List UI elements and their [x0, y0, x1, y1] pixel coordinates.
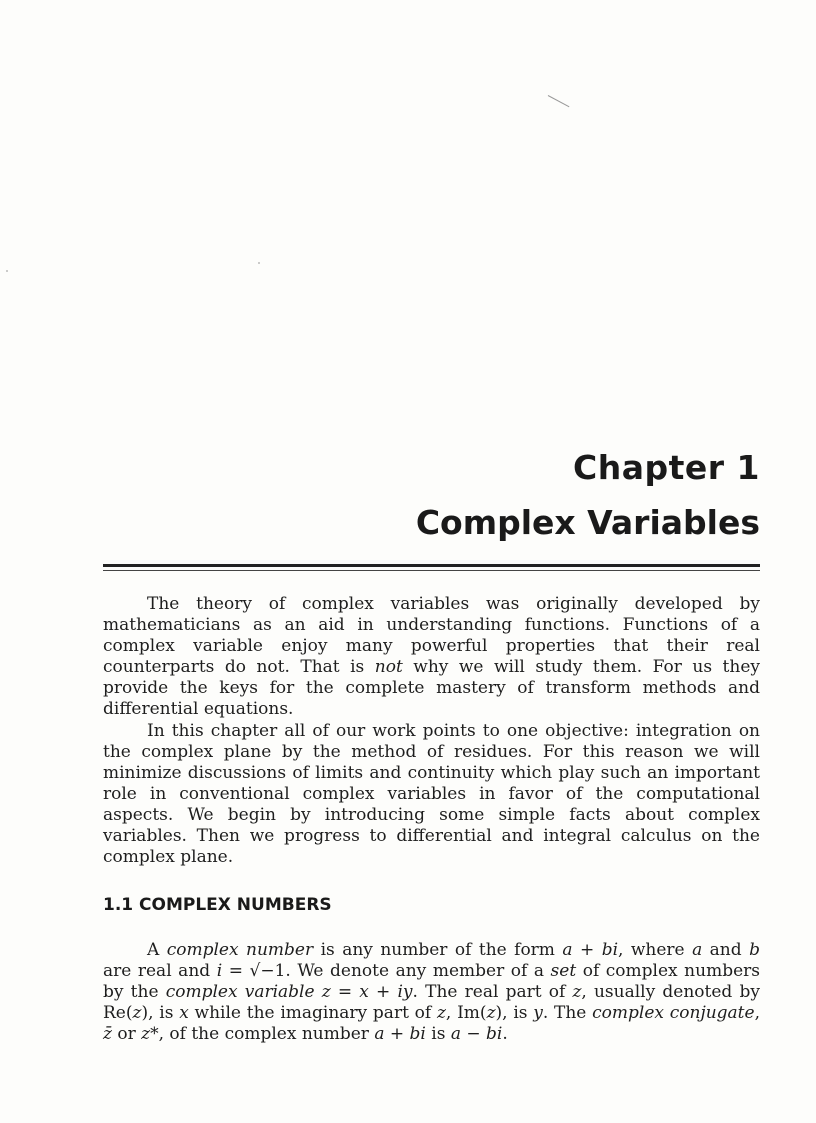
text-run: = √−1. We denote any member of a — [222, 961, 551, 982]
intro-paragraph-1 — [103, 594, 760, 721]
math-var: x — [179, 1003, 189, 1024]
chapter-title: Complex Variables — [415, 503, 760, 542]
text-run: + — [368, 982, 398, 1003]
text-run: , of the complex number — [158, 1024, 375, 1045]
text-run: , — [754, 1003, 760, 1024]
intro-paragraph-2: In this chapter all of our work points to one objective: integration on the complex plane by the method of residues. For this reason we will minimize discussions of limits and continuity which play such an important role in conventional complex variables in favor of the computational aspects. We begin by introducing some simple facts about complex variables. Then we progress to differential and integral calculus on the complex plane. — [103, 720, 760, 868]
math-var: a — [374, 1024, 385, 1045]
math-var: z* — [141, 1024, 159, 1045]
scan-speck — [6, 270, 8, 272]
term: complex number — [166, 940, 314, 960]
section-heading: 1.1 COMPLEX NUMBERS — [103, 895, 332, 915]
text-run: why we will study them. For us they provide the keys for the complete mastery of transform methods and differential equations. — [103, 657, 760, 720]
scan-speck — [258, 262, 260, 264]
text-run: The theory of complex variables was originally developed by mathematicians as an aid in understanding functions. Functions of a complex variable enjoy many powerful properties that their real counterparts do not. That is — [103, 594, 760, 678]
text-run: while the imaginary part of — [188, 1003, 437, 1024]
math-var: bi — [601, 940, 619, 960]
text-run: ), is — [141, 1003, 180, 1024]
text-run: is any number of the form — [313, 940, 563, 960]
title-rule-thin — [103, 570, 760, 571]
math-var: bi — [486, 1024, 503, 1045]
scan-mark — [548, 95, 570, 107]
text-run: − — [460, 1024, 487, 1045]
text-run: , Im( — [445, 1003, 487, 1024]
text-run: of complex numbers by the — [103, 961, 760, 1003]
intro-text — [103, 594, 760, 868]
math-var: a — [562, 940, 573, 960]
math-var: b — [749, 940, 760, 960]
text-run: is — [425, 1024, 451, 1045]
text-run: , usually denoted by Re( — [103, 982, 760, 1024]
math-var: z — [572, 982, 582, 1003]
math-var: a — [692, 940, 703, 960]
text-run: . The — [542, 1003, 593, 1024]
math-var: y — [533, 1003, 543, 1024]
title-rule-thick — [103, 564, 760, 567]
text-run: . — [502, 1024, 508, 1045]
math-var: z — [486, 1003, 496, 1024]
text-run: , where — [618, 940, 693, 960]
emphasis: not — [374, 657, 403, 678]
math-var: bi — [409, 1024, 426, 1045]
text-run: are real and — [103, 961, 217, 982]
math-var: i — [216, 961, 223, 982]
section-text — [103, 940, 760, 1045]
term: complex conjugate — [592, 1003, 755, 1024]
text-run: and — [702, 940, 750, 960]
text-run: or — [111, 1024, 142, 1045]
math-var: z — [132, 1003, 142, 1024]
math-var: a — [450, 1024, 461, 1045]
math-var: iy — [397, 982, 413, 1003]
text-run: + — [572, 940, 602, 960]
text-run: A — [147, 940, 167, 960]
text-run: . The real part of — [412, 982, 573, 1003]
chapter-number: Chapter 1 — [573, 448, 760, 487]
math-var: x — [359, 982, 369, 1003]
term: set — [550, 961, 577, 982]
text-run: ), is — [495, 1003, 534, 1024]
section-paragraph-1 — [103, 940, 760, 1045]
text-run: = — [330, 982, 360, 1003]
math-var: z̄ — [103, 1024, 112, 1045]
math-var: z — [436, 1003, 446, 1024]
text-run: + — [384, 1024, 410, 1045]
term: complex variable z — [165, 982, 331, 1003]
